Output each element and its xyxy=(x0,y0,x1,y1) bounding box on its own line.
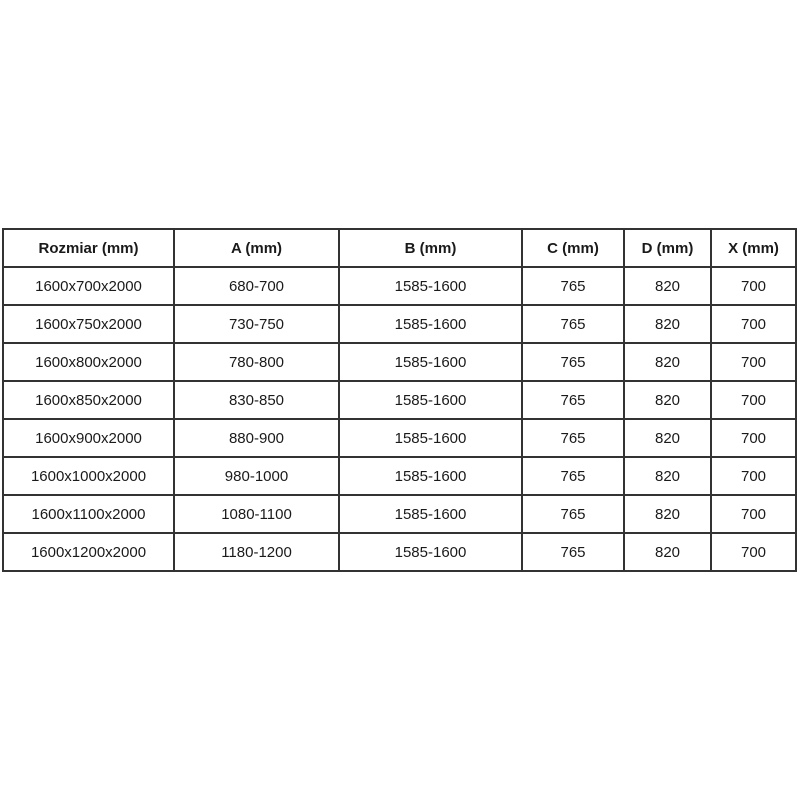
cell-x: 700 xyxy=(711,533,796,571)
cell-d: 820 xyxy=(624,419,711,457)
cell-rozmiar: 1600x800x2000 xyxy=(3,343,174,381)
cell-a: 730-750 xyxy=(174,305,339,343)
cell-d: 820 xyxy=(624,533,711,571)
cell-d: 820 xyxy=(624,343,711,381)
header-cell-x: X (mm) xyxy=(711,229,796,267)
cell-a: 880-900 xyxy=(174,419,339,457)
cell-a: 780-800 xyxy=(174,343,339,381)
cell-c: 765 xyxy=(522,267,624,305)
cell-x: 700 xyxy=(711,305,796,343)
cell-c: 765 xyxy=(522,419,624,457)
cell-b: 1585-1600 xyxy=(339,419,522,457)
table-row xyxy=(3,533,796,571)
cell-x: 700 xyxy=(711,343,796,381)
cell-c: 765 xyxy=(522,381,624,419)
table-row xyxy=(3,381,796,419)
cell-d: 820 xyxy=(624,495,711,533)
table-row xyxy=(3,267,796,305)
cell-a: 680-700 xyxy=(174,267,339,305)
cell-d: 820 xyxy=(624,381,711,419)
cell-c: 765 xyxy=(522,533,624,571)
header-cell-b: B (mm) xyxy=(339,229,522,267)
header-cell-c: C (mm) xyxy=(522,229,624,267)
cell-a: 980-1000 xyxy=(174,457,339,495)
table-row xyxy=(3,419,796,457)
table-row xyxy=(3,305,796,343)
table-row xyxy=(3,457,796,495)
cell-rozmiar: 1600x900x2000 xyxy=(3,419,174,457)
cell-rozmiar: 1600x1200x2000 xyxy=(3,533,174,571)
cell-a: 830-850 xyxy=(174,381,339,419)
cell-x: 700 xyxy=(711,267,796,305)
cell-c: 765 xyxy=(522,343,624,381)
cell-rozmiar: 1600x850x2000 xyxy=(3,381,174,419)
header-cell-a: A (mm) xyxy=(174,229,339,267)
table-row xyxy=(3,495,796,533)
cell-b: 1585-1600 xyxy=(339,305,522,343)
cell-c: 765 xyxy=(522,457,624,495)
header-cell-rozmiar: Rozmiar (mm) xyxy=(3,229,174,267)
header-row xyxy=(3,229,796,267)
cell-rozmiar: 1600x750x2000 xyxy=(3,305,174,343)
cell-x: 700 xyxy=(711,381,796,419)
cell-rozmiar: 1600x1000x2000 xyxy=(3,457,174,495)
cell-b: 1585-1600 xyxy=(339,267,522,305)
header-cell-d: D (mm) xyxy=(624,229,711,267)
cell-b: 1585-1600 xyxy=(339,495,522,533)
cell-d: 820 xyxy=(624,267,711,305)
cell-c: 765 xyxy=(522,495,624,533)
cell-x: 700 xyxy=(711,419,796,457)
table-row xyxy=(3,343,796,381)
cell-b: 1585-1600 xyxy=(339,343,522,381)
cell-b: 1585-1600 xyxy=(339,533,522,571)
cell-d: 820 xyxy=(624,457,711,495)
cell-b: 1585-1600 xyxy=(339,457,522,495)
cell-c: 765 xyxy=(522,305,624,343)
cell-x: 700 xyxy=(711,457,796,495)
size-spec-table xyxy=(2,228,797,572)
cell-b: 1585-1600 xyxy=(339,381,522,419)
cell-x: 700 xyxy=(711,495,796,533)
cell-rozmiar: 1600x1100x2000 xyxy=(3,495,174,533)
cell-rozmiar: 1600x700x2000 xyxy=(3,267,174,305)
cell-d: 820 xyxy=(624,305,711,343)
cell-a: 1180-1200 xyxy=(174,533,339,571)
cell-a: 1080-1100 xyxy=(174,495,339,533)
size-spec-table-container xyxy=(2,228,795,572)
